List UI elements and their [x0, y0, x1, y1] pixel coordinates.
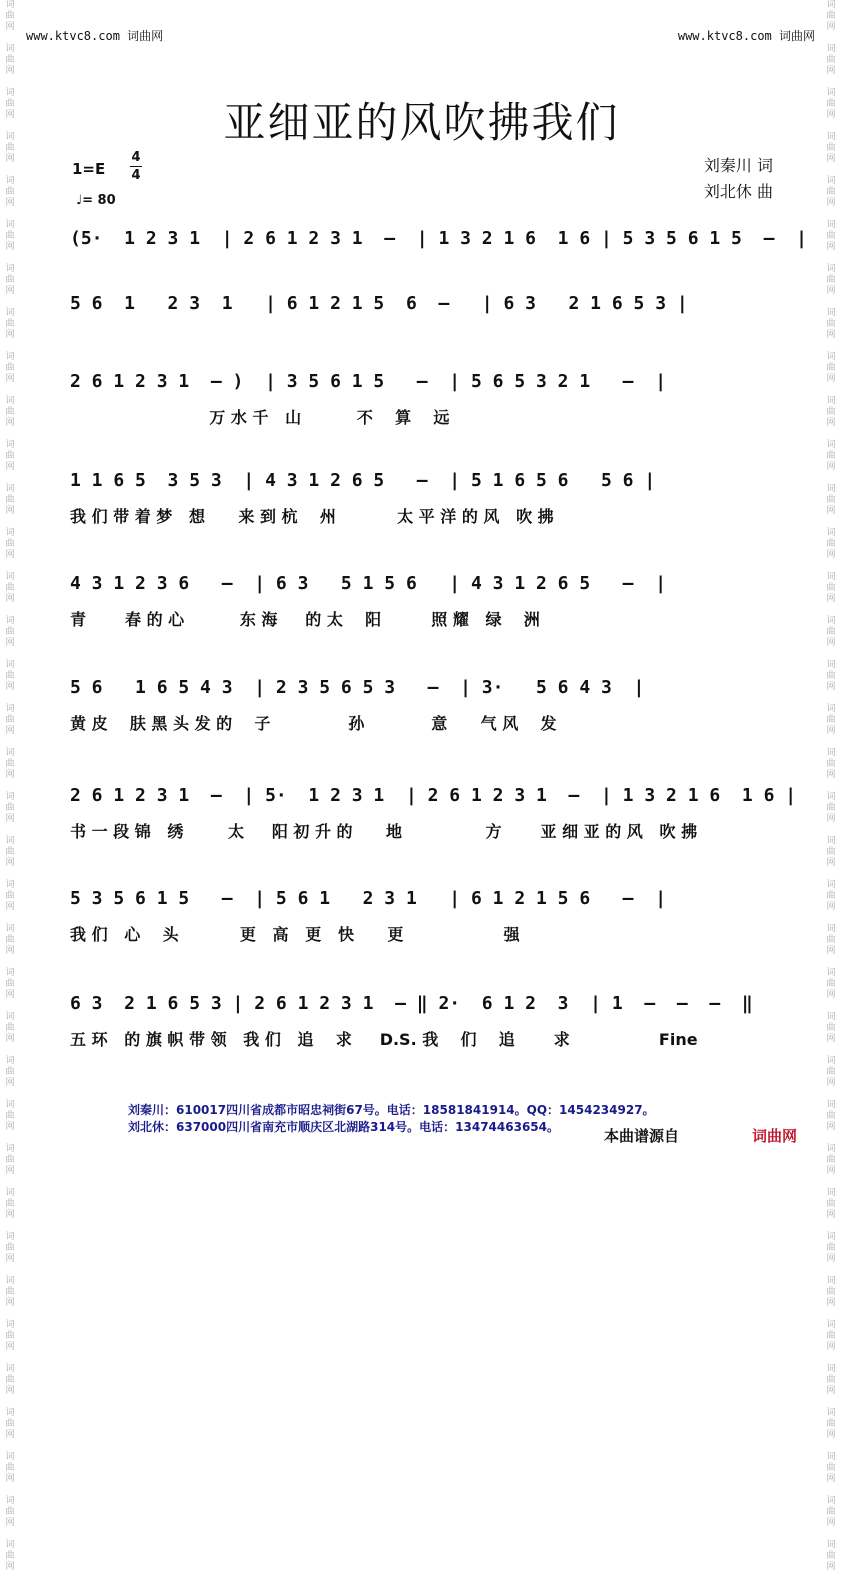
footer-contact-composer: 刘北休：637000四川省南充市顺庆区北湖路314号。电话：13474463654。 — [128, 1120, 559, 1134]
lyrics: 万 水 千 山 不 算 远 — [70, 408, 450, 427]
score-line — [70, 293, 780, 353]
credits — [704, 153, 773, 205]
time-sig-bottom: 4 — [131, 168, 141, 183]
score-line — [70, 677, 780, 737]
composer: 刘北休 曲 — [703, 182, 773, 201]
lyrics: 我 们 心 头 更 高 更 快 更 强 — [70, 925, 520, 944]
notation: 1 1 6 5 3 5 3 | 4 3 1 2 6 5 — | 5 1 6 5 6 5 6 | — [70, 470, 656, 491]
header-url-right[interactable]: www.ktvc8.com 词曲网 — [677, 29, 815, 43]
time-signature — [130, 150, 142, 183]
notation: (5· 1 2 3 1 | 2 6 1 2 3 1 — | 1 3 2 1 6 1 6 | 5 3 5 6 1 5 — | — [70, 228, 807, 249]
side-watermark-left: 词 曲 网 词 曲 网 词 曲 网 词 曲 网 词 曲 网 词 曲 网 词 曲 网 词 曲 网 词 曲 网 词 曲 网 词 曲 网 词 曲 网 词 曲 网 词 曲 网 词 曲 网 词 曲 网 词 曲 网 词 曲 网 词 曲 网 词 曲 网 词 曲 网 词 曲 网 词 曲 网 词 曲 网 词 曲 网 词 曲 网 词 曲 网 词 曲 网 词 曲 网 词 曲 网 词 曲 网 词 曲 网 词 曲 网 词 曲 网 词 曲 网 词 曲 网 — [5, 0, 15, 1572]
side-watermark-right: 词 曲 网 词 曲 网 词 曲 网 词 曲 网 词 曲 网 词 曲 网 词 曲 网 词 曲 网 词 曲 网 词 曲 网 词 曲 网 词 曲 网 词 曲 网 词 曲 网 词 曲 网 词 曲 网 词 曲 网 词 曲 网 词 曲 网 词 曲 网 词 曲 网 词 曲 网 词 曲 网 词 曲 网 词 曲 网 词 曲 网 词 曲 网 词 曲 网 词 曲 网 词 曲 网 词 曲 网 词 曲 网 词 曲 网 词 曲 网 词 曲 网 词 曲 网 — [826, 0, 836, 1572]
score-line — [70, 470, 780, 530]
tempo-marking: ♩= 80 — [76, 193, 116, 208]
score-line — [70, 993, 780, 1053]
lyrics: 书 一 段 锦 绣 太 阳 初 升 的 地 方 亚 细 亚 的 风 吹 拂 — [70, 822, 698, 841]
score-line — [70, 573, 780, 633]
lyrics: 黄 皮 肤 黑 头 发 的 子 孙 意 气 风 发 — [70, 714, 557, 733]
site-logo[interactable]: 词曲网 — [752, 1127, 798, 1145]
header-url-left[interactable]: www.ktvc8.com 词曲网 — [26, 29, 164, 43]
score-line — [70, 888, 780, 948]
lyricist: 刘秦川 词 — [703, 156, 773, 175]
time-sig-top: 4 — [131, 150, 141, 165]
footer-contact-lyricist: 刘秦川：610017四川省成都市昭忠祠街67号。电话：18581841914。QQ：1454234927。 — [128, 1103, 655, 1117]
notation: 2 6 1 2 3 1 — ) | 3 5 6 1 5 — | 5 6 5 3 2 1 — | — [70, 371, 667, 392]
song-title: 亚细亚的风吹拂我们 — [223, 98, 620, 147]
notation: 6 3 2 1 6 5 3 | 2 6 1 2 3 1 — ‖ 2· 6 1 2 3 | 1 — — — ‖ — [70, 993, 753, 1014]
notation: 4 3 1 2 3 6 — | 6 3 5 1 5 6 | 4 3 1 2 6 5 — | — [70, 573, 667, 594]
score-line — [70, 228, 807, 288]
notation: 5 6 1 6 5 4 3 | 2 3 5 6 5 3 — | 3· 5 6 4 3 | — [70, 677, 645, 698]
source-label: 本曲谱源自 — [604, 1127, 680, 1145]
lyrics: 青 春 的 心 东 海 的 太 阳 照 耀 绿 洲 — [70, 610, 540, 629]
key-signature: 1=E — [72, 160, 106, 178]
notation: 5 6 1 2 3 1 | 6 1 2 1 5 6 — | 6 3 2 1 6 5 3 | — [70, 293, 688, 314]
score-line — [70, 785, 797, 845]
notation: 2 6 1 2 3 1 — | 5· 1 2 3 1 | 2 6 1 2 3 1 — | 1 3 2 1 6 1 6 | — [70, 785, 797, 806]
notation: 5 3 5 6 1 5 — | 5 6 1 2 3 1 | 6 1 2 1 5 6 — | — [70, 888, 667, 909]
score-line — [70, 371, 780, 431]
lyrics: 我 们 带 着 梦 想 来 到 杭 州 太 平 洋 的 风 吹 拂 — [70, 507, 554, 526]
lyrics: 五 环 的 旗 帜 带 领 我 们 追 求 D.S. 我 们 追 求 Fine — [70, 1030, 698, 1049]
